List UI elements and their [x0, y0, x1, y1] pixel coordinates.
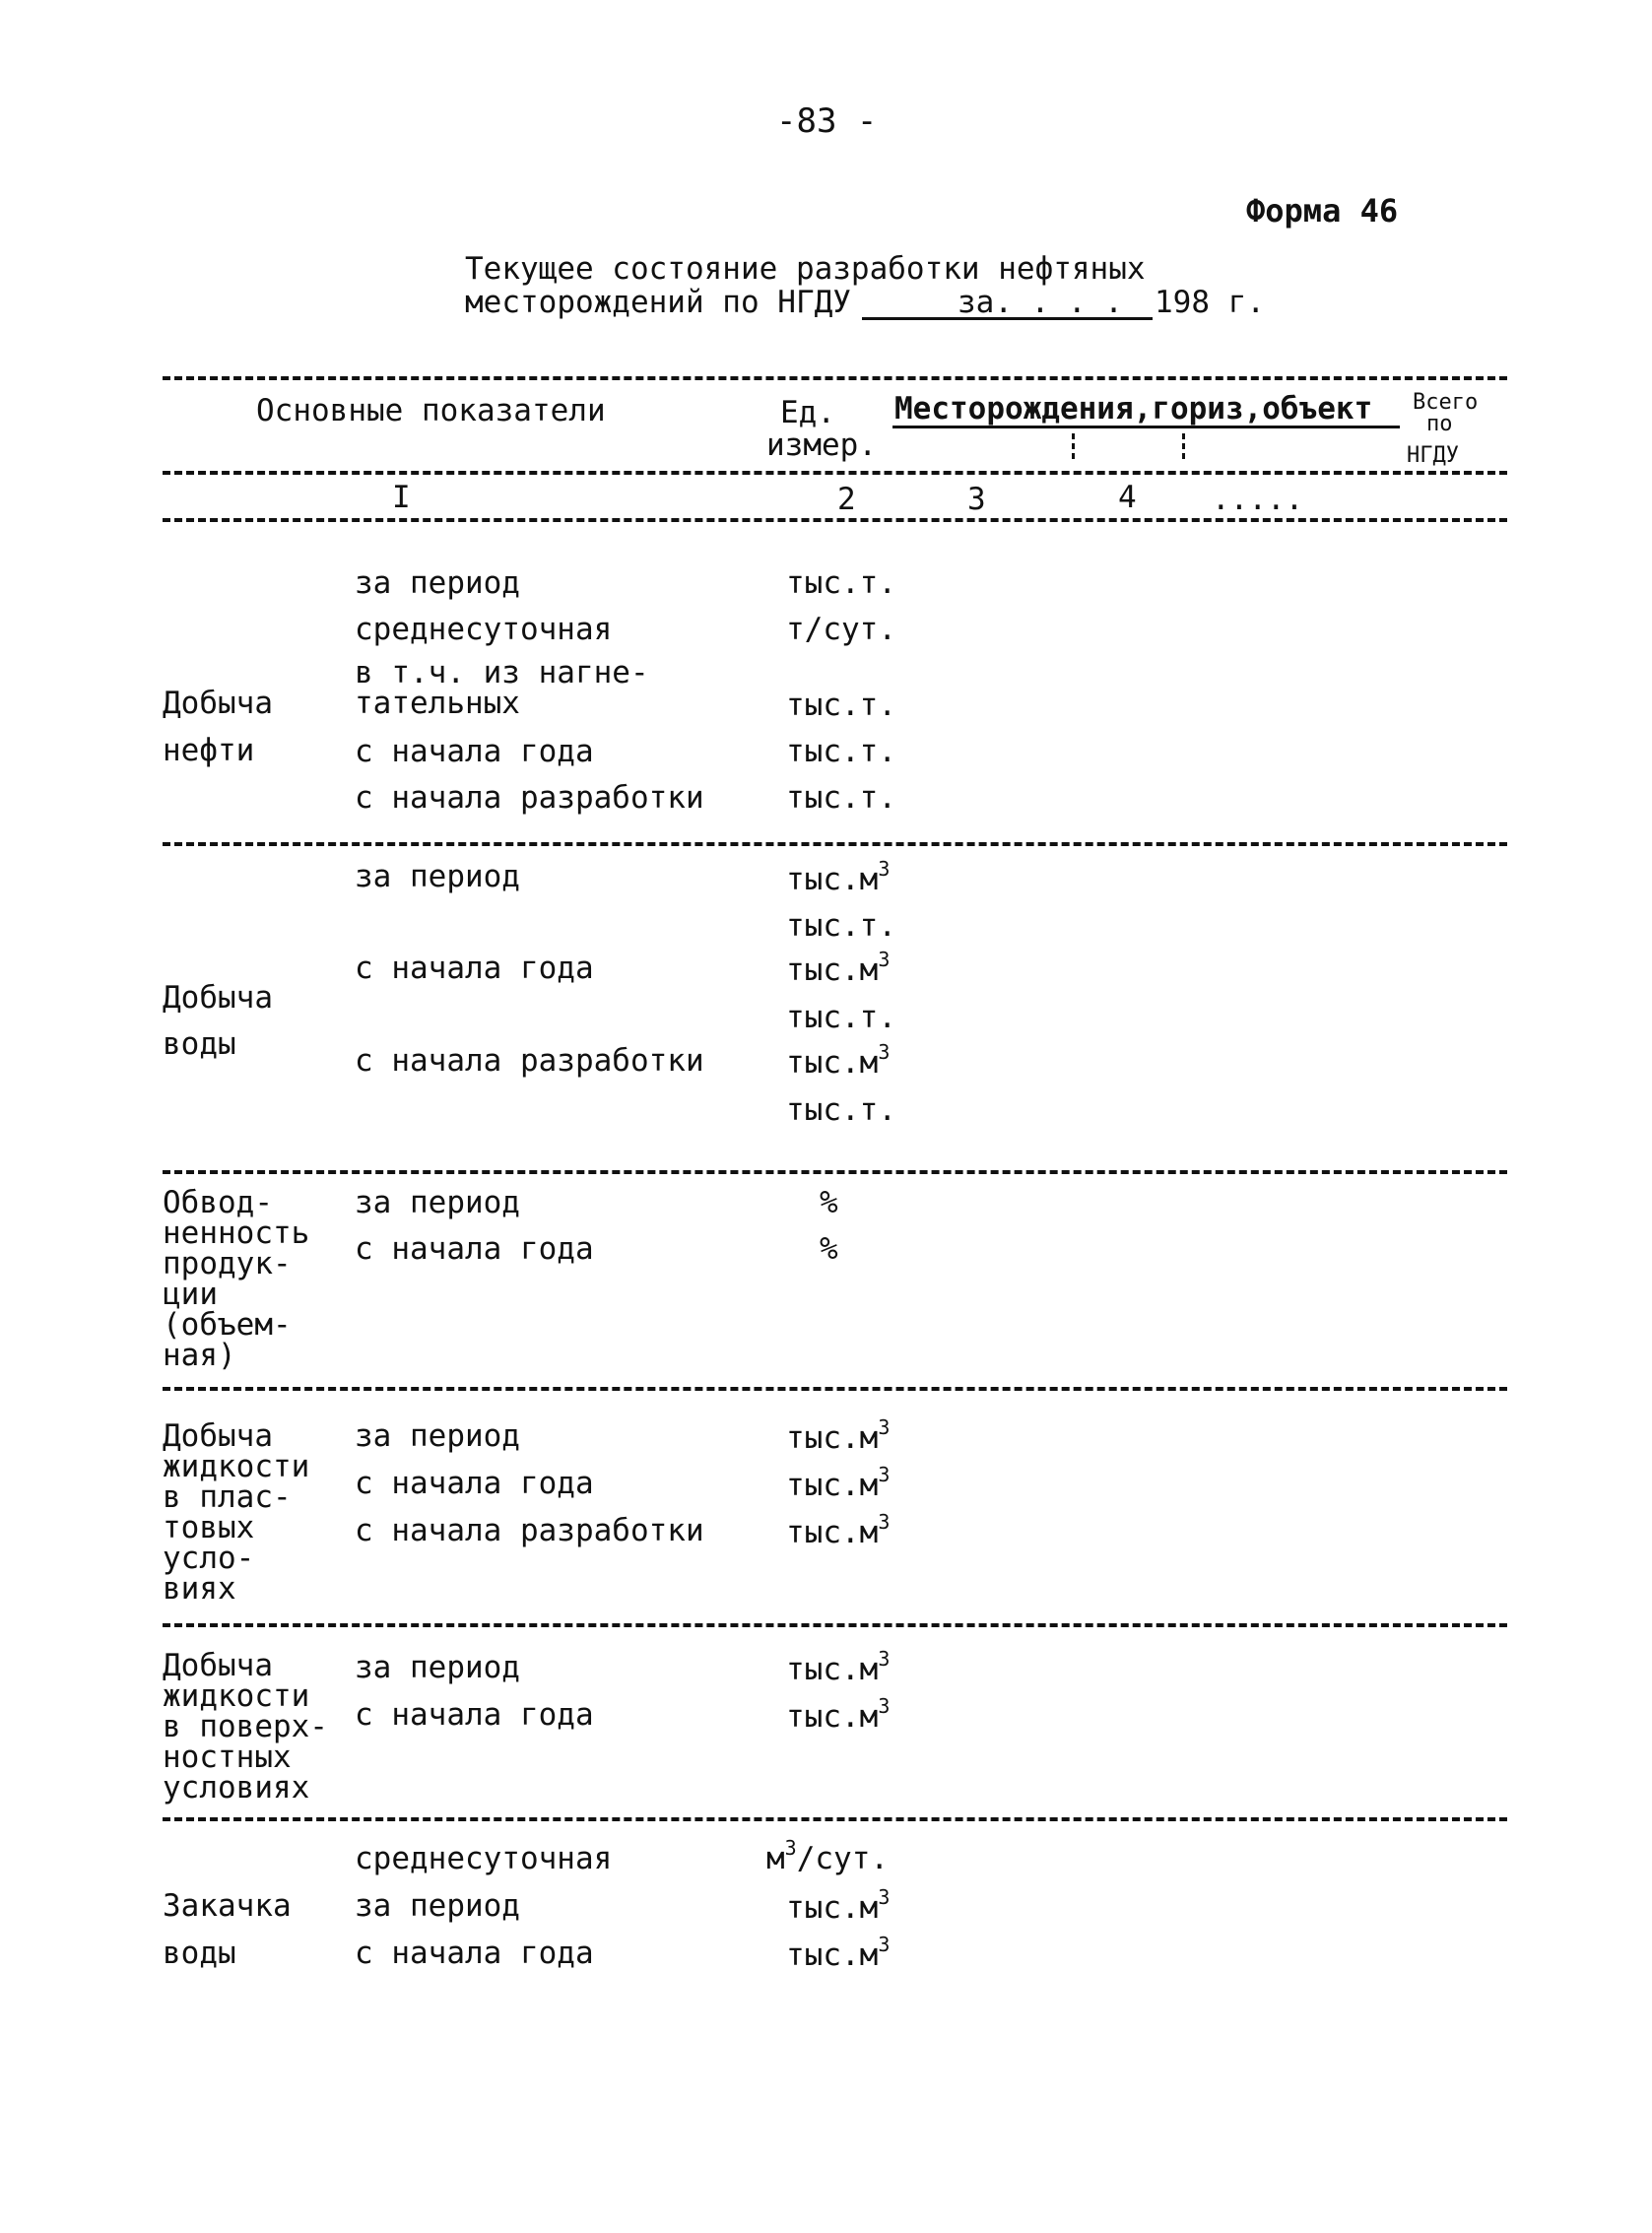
- liquid-reservoir-row-2-unit: $тыс.м^3$: [786, 1463, 891, 1503]
- liquid-surface-group-1: Добыча: [163, 1648, 273, 1683]
- injection-group-1: Закачка: [163, 1888, 292, 1924]
- liquid-surface-row-2-label: с начала года: [355, 1697, 594, 1733]
- header-fields: Месторождения,гориз,объект: [894, 391, 1373, 427]
- oil-row-4-label: с начала года: [355, 734, 594, 769]
- liquid-reservoir-row-1-label: за период: [355, 1418, 520, 1454]
- oil-row-5-label: с начала разработки: [355, 780, 704, 816]
- oil-group-2: нефти: [163, 733, 255, 768]
- oil-row-4-unit: тыс.т.: [786, 734, 896, 769]
- header-num-2: 2: [837, 482, 856, 517]
- header-num-3: 3: [967, 482, 986, 517]
- header-divider-1: [1072, 433, 1075, 459]
- header-fields-underline: [892, 426, 1400, 428]
- header-indicators: Основные показатели: [256, 393, 606, 428]
- oil-group-1: Добыча: [163, 686, 273, 721]
- liquid-reservoir-group-2: жидкости: [163, 1449, 310, 1484]
- rule-after-oil: [163, 842, 1507, 846]
- water-row-3-unit: $тыс.м^3$: [786, 948, 891, 988]
- watercut-group-2: ненность: [163, 1215, 310, 1251]
- water-row-5-unit: $тыс.м^3$: [786, 1040, 891, 1081]
- liquid-surface-group-4: ностных: [163, 1740, 292, 1775]
- watercut-row-1-label: за период: [355, 1185, 520, 1220]
- water-row-1-unit: $тыс.м^3$: [786, 857, 891, 897]
- page-number: -83 -: [776, 101, 878, 141]
- watercut-group-1: Обвод-: [163, 1185, 273, 1220]
- watercut-row-1-unit: %: [820, 1185, 838, 1220]
- liquid-surface-row-2-unit: $тыс.м^3$: [786, 1694, 891, 1735]
- injection-group-2: воды: [163, 1936, 236, 1971]
- liquid-reservoir-group-6: виях: [163, 1571, 236, 1607]
- form-label: Форма 46: [1246, 192, 1399, 230]
- liquid-surface-group-3: в поверх-: [163, 1709, 328, 1744]
- injection-row-3-unit: $тыс.м^3$: [786, 1933, 891, 1973]
- oil-row-2-unit: т/сут.: [786, 612, 896, 647]
- liquid-reservoir-row-2-label: с начала года: [355, 1466, 594, 1501]
- rule-after-liquid-surface: [163, 1817, 1507, 1821]
- liquid-reservoir-group-4: товых: [163, 1510, 255, 1545]
- water-row-4-unit: тыс.т.: [786, 1000, 896, 1035]
- water-row-5-label: с начала разработки: [355, 1043, 704, 1079]
- header-mid-rule: [163, 471, 1507, 475]
- liquid-surface-row-1-unit: $тыс.м^3$: [786, 1647, 891, 1687]
- title-line-2-prefix: месторождений по НГДУ: [465, 285, 851, 320]
- oil-row-3-unit: тыс.т.: [786, 688, 896, 723]
- watercut-group-3: продук-: [163, 1246, 292, 1281]
- water-group-2: воды: [163, 1026, 236, 1062]
- injection-row-1-unit: $м^3$/сут.: [766, 1836, 890, 1876]
- header-num-4: 4: [1118, 480, 1137, 515]
- watercut-row-2-unit: %: [820, 1231, 838, 1267]
- oil-row-3-label-1: в т.ч. из нагне-: [355, 655, 649, 690]
- header-unit-1: Ед.: [780, 395, 835, 430]
- rule-after-water: [163, 1170, 1507, 1174]
- liquid-reservoir-group-5: усло-: [163, 1541, 255, 1576]
- title-line-2-suffix: 198 г.: [1155, 285, 1265, 320]
- header-top-rule: [163, 376, 1507, 380]
- watercut-group-6: ная): [163, 1338, 236, 1373]
- injection-row-2-label: за период: [355, 1888, 520, 1924]
- water-row-1-label: за период: [355, 859, 520, 894]
- rule-after-watercut: [163, 1387, 1507, 1391]
- oil-row-1-unit: тыс.т.: [786, 565, 896, 601]
- liquid-reservoir-row-3-label: с начала разработки: [355, 1513, 704, 1548]
- liquid-reservoir-group-1: Добыча: [163, 1418, 273, 1454]
- header-total-2: по: [1426, 412, 1453, 436]
- header-num-more: .....: [1212, 482, 1304, 517]
- header-unit-2: измер.: [766, 427, 877, 463]
- liquid-reservoir-row-3-unit: $тыс.м^3$: [786, 1510, 891, 1550]
- liquid-surface-group-2: жидкости: [163, 1678, 310, 1714]
- injection-row-1-label: среднесуточная: [355, 1841, 613, 1876]
- water-row-3-label: с начала года: [355, 951, 594, 986]
- rule-after-liquid-reservoir: [163, 1623, 1507, 1627]
- oil-row-3-label-2: тательных: [355, 686, 520, 721]
- liquid-surface-group-5: условиях: [163, 1770, 310, 1806]
- title-line-1: Текущее состояние разработки нефтяных: [465, 251, 1146, 287]
- header-total-1: Всего: [1413, 390, 1479, 415]
- oil-row-5-unit: тыс.т.: [786, 780, 896, 816]
- liquid-reservoir-group-3: в плас-: [163, 1479, 292, 1515]
- water-row-6-unit: тыс.т.: [786, 1092, 896, 1128]
- injection-row-2-unit: $тыс.м^3$: [786, 1885, 891, 1926]
- watercut-group-4: ции: [163, 1277, 218, 1312]
- title-line-2-mid: за. . . .: [958, 285, 1123, 320]
- watercut-row-2-label: с начала года: [355, 1231, 594, 1267]
- liquid-surface-row-1-label: за период: [355, 1650, 520, 1685]
- oil-row-1-label: за период: [355, 565, 520, 601]
- header-num-1: I: [392, 480, 411, 515]
- header-divider-2: [1182, 433, 1185, 459]
- header-total-3: НГДУ: [1407, 443, 1459, 468]
- injection-row-3-label: с начала года: [355, 1936, 594, 1971]
- water-group-1: Добыча: [163, 980, 273, 1016]
- oil-row-2-label: среднесуточная: [355, 612, 613, 647]
- title-underline: [862, 317, 1153, 320]
- header-bottom-rule: [163, 518, 1507, 522]
- liquid-reservoir-row-1-unit: $тыс.м^3$: [786, 1415, 891, 1456]
- watercut-group-5: (объем-: [163, 1307, 292, 1343]
- water-row-2-unit: тыс.т.: [786, 908, 896, 944]
